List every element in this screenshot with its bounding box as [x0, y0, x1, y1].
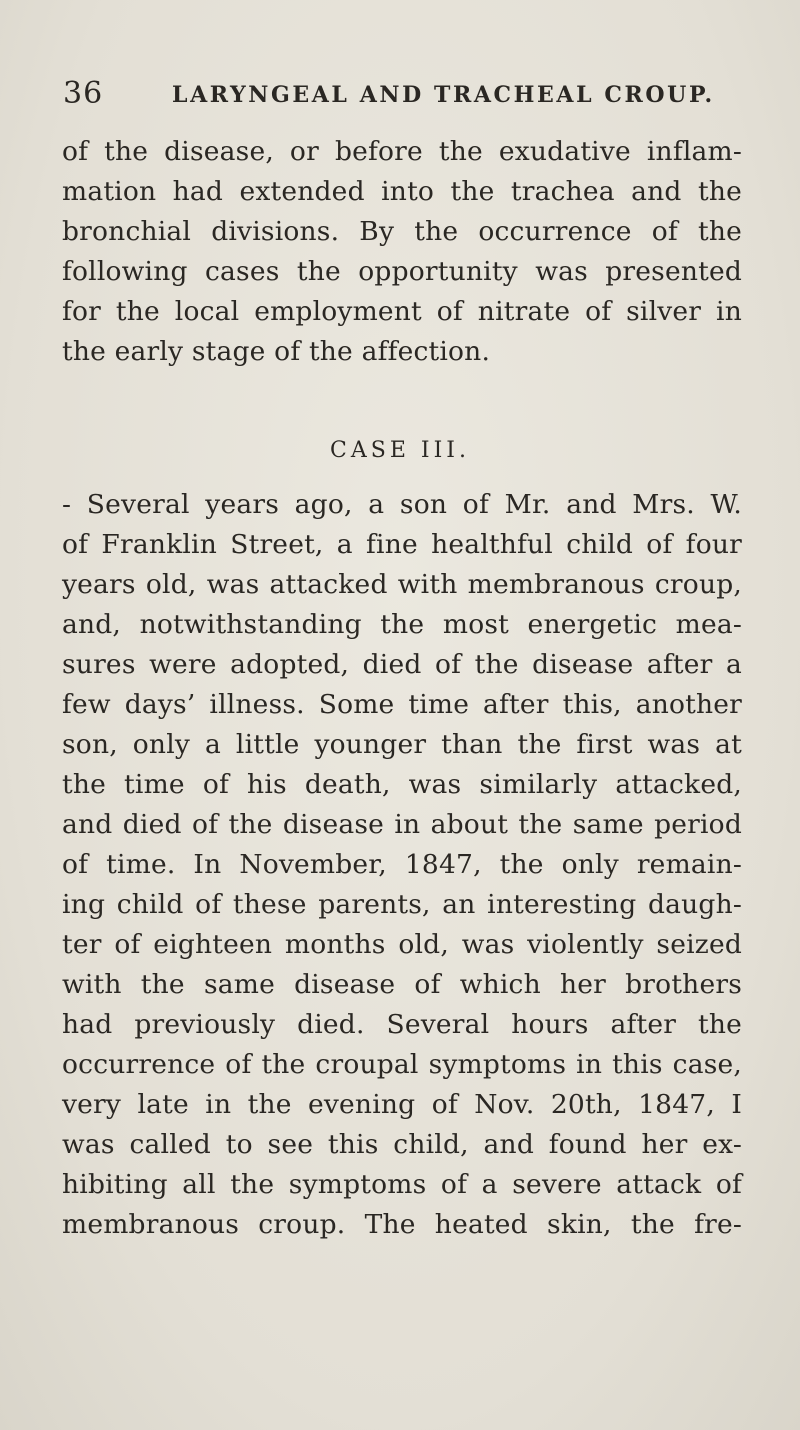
page-number: 36 — [63, 76, 104, 111]
text-line: the time of his death, was similarly attacked, — [62, 769, 742, 800]
text-line: hibiting all the symptoms of a severe attack of — [62, 1169, 742, 1200]
text-line: with the same disease of which her brothers — [62, 969, 742, 1000]
text-line: and died of the disease in about the same period — [62, 809, 742, 840]
text-line: of Franklin Street, a fine healthful child of four — [62, 529, 742, 560]
text-line: membranous croup. The heated skin, the fre- — [62, 1209, 742, 1240]
text-line: son, only a little younger than the first was at — [62, 729, 742, 760]
text-line: bronchial divisions. By the occurrence of the — [62, 216, 742, 247]
text-line: had previously died. Several hours after the — [62, 1009, 742, 1040]
text-line: for the local employment of nitrate of silver in — [62, 296, 742, 327]
text-line: the early stage of the affection. — [62, 336, 491, 367]
text-line: mation had extended into the trachea and the — [62, 176, 742, 207]
text-line: ing child of these parents, an interesting daugh- — [62, 889, 742, 920]
running-title: LARYNGEAL AND TRACHEAL CROUP. — [172, 82, 715, 108]
text-line: of the disease, or before the exudative inflam- — [62, 136, 742, 167]
case-paragraph — [62, 485, 742, 1245]
text-line: years old, was attacked with membranous croup, — [62, 569, 742, 600]
text-line: was called to see this child, and found her ex- — [62, 1129, 742, 1160]
text-line: following cases the opportunity was presented — [62, 256, 742, 287]
text-line: of time. In November, 1847, the only remain- — [62, 849, 742, 880]
text-line: few days’ illness. Some time after this, another — [62, 689, 742, 720]
text-line: and, notwithstanding the most energetic mea- — [62, 609, 742, 640]
text-line: ter of eighteen months old, was violently seized — [62, 929, 742, 960]
text-line: sures were adopted, died of the disease after a — [62, 649, 742, 680]
intro-paragraph — [62, 132, 742, 372]
text-line: occurrence of the croupal symptoms in this case, — [62, 1049, 742, 1080]
case-heading: CASE III. — [330, 438, 470, 463]
page-header — [60, 74, 760, 114]
text-line: - Several years ago, a son of Mr. and Mrs. W. — [62, 489, 742, 520]
text-line: very late in the evening of Nov. 20th, 1847, I — [62, 1089, 742, 1120]
